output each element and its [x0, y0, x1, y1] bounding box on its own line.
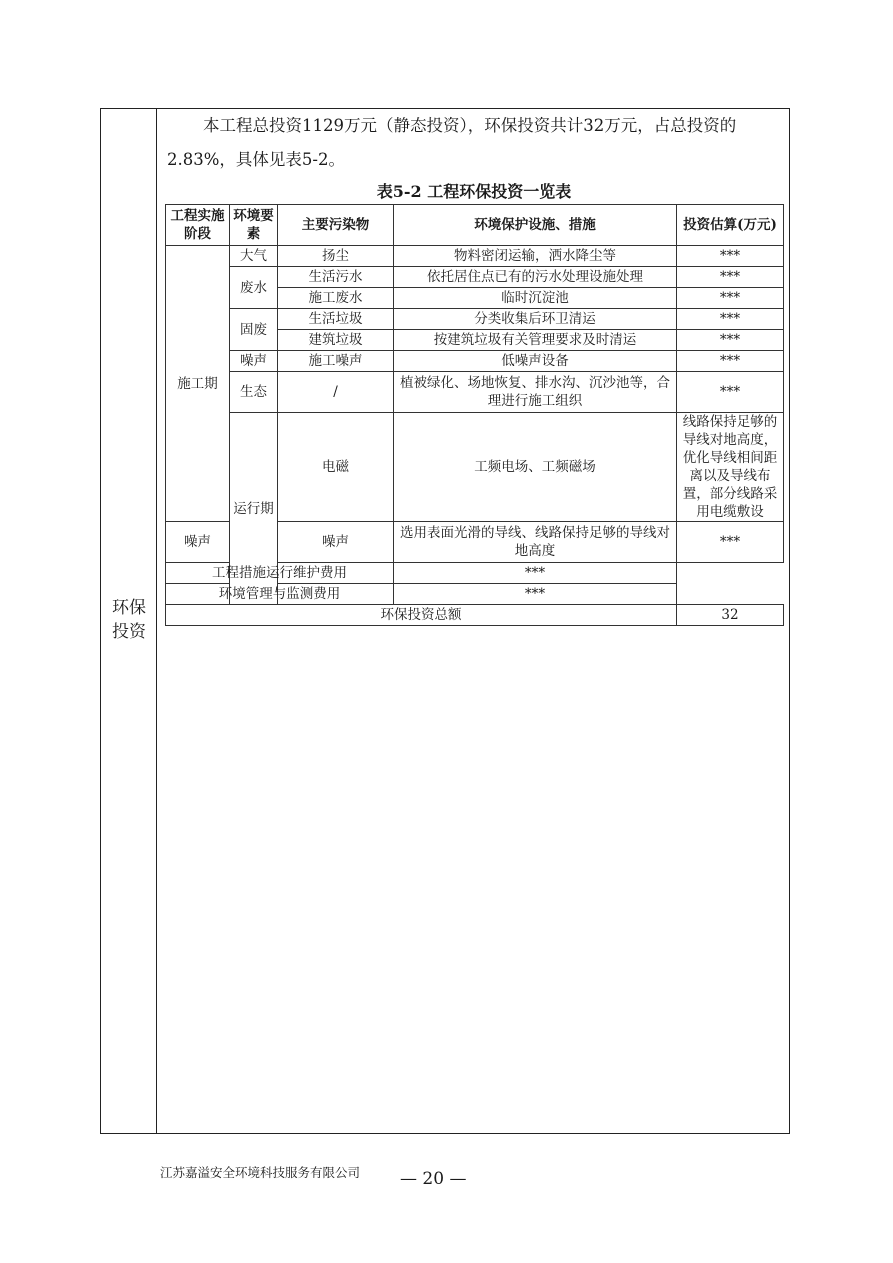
cost-cell: ***	[677, 330, 784, 351]
cost-cell: ***	[677, 372, 784, 413]
table-row	[166, 584, 784, 605]
side-column	[101, 109, 157, 1133]
element-cell: 电磁	[278, 413, 394, 522]
total-label: 环保投资总额	[166, 605, 677, 626]
cost-cell: ***	[394, 563, 677, 584]
pollutant-cell: 施工噪声	[278, 351, 394, 372]
header-cost: 投资估算(万元)	[677, 205, 784, 246]
pollutant-cell: 施工废水	[278, 288, 394, 309]
cost-cell: ***	[394, 584, 677, 605]
table-row	[166, 267, 784, 288]
table-row	[166, 351, 784, 372]
pollutant-cell: 生活垃圾	[278, 309, 394, 330]
element-cell: 噪声	[230, 351, 278, 372]
pollutant-cell: 扬尘	[278, 246, 394, 267]
table-title: 表5-2 工程环保投资一览表	[376, 182, 572, 201]
report-frame	[100, 108, 790, 1134]
section-label: 环保 投资	[112, 598, 146, 642]
table-row	[166, 563, 784, 584]
total-cost: 32	[677, 605, 784, 626]
pollutant-cell: 噪声	[278, 522, 394, 563]
cost-cell: ***	[677, 522, 784, 563]
element-cell: 大气	[230, 246, 278, 267]
element-cell: 固废	[230, 309, 278, 351]
measure-cell: 选用表面光滑的导线、线路保持足够的导线对地高度	[394, 522, 677, 563]
section-content	[157, 109, 789, 1133]
table-total-row	[166, 605, 784, 626]
header-element: 环境要素	[230, 205, 278, 246]
table-row	[166, 309, 784, 330]
measure-cell: 临时沉淀池	[394, 288, 677, 309]
item-label: 工程措施运行维护费用	[166, 563, 394, 584]
pollutant-cell: 建筑垃圾	[278, 330, 394, 351]
measure-cell: 植被绿化、场地恢复、排水沟、沉沙池等，合理进行施工组织	[394, 372, 677, 413]
cost-cell: ***	[677, 267, 784, 288]
element-cell: 废水	[230, 267, 278, 309]
table-row	[166, 372, 784, 413]
page-number: — 20 —	[400, 1169, 467, 1189]
measure-cell: 依托居住点已有的污水处理设施处理	[394, 267, 677, 288]
element-cell: 生态	[230, 372, 278, 413]
phase-operation: 运行期	[230, 413, 278, 605]
footer-company: 江苏嘉溢安全环境科技服务有限公司	[160, 1165, 361, 1180]
pollutant-cell: 工频电场、工频磁场	[394, 413, 677, 522]
pollutant-cell: /	[278, 372, 394, 413]
cost-cell: ***	[677, 309, 784, 330]
pollutant-cell: 生活污水	[278, 267, 394, 288]
header-phase: 工程实施阶段	[166, 205, 230, 246]
element-cell: 噪声	[166, 522, 230, 563]
cost-cell: ***	[677, 351, 784, 372]
investment-table	[165, 204, 784, 626]
item-label: 环境管理与监测费用	[166, 584, 394, 605]
table-row	[166, 413, 784, 522]
measure-cell: 线路保持足够的导线对地高度，优化导线相间距离以及导线布置，部分线路采用电缆敷设	[677, 413, 784, 522]
header-pollutant: 主要污染物	[278, 205, 394, 246]
table-row	[166, 246, 784, 267]
measure-cell: 低噪声设备	[394, 351, 677, 372]
intro-paragraph: 本工程总投资1129万元（静态投资），环保投资共计32万元，占总投资的2.83%，具体见表5-2。	[167, 116, 737, 169]
cost-cell: ***	[677, 288, 784, 309]
table-header-row	[166, 205, 784, 246]
phase-construction: 施工期	[166, 246, 230, 522]
measure-cell: 分类收集后环卫清运	[394, 309, 677, 330]
header-measure: 环境保护设施、措施	[394, 205, 677, 246]
measure-cell: 物料密闭运输，洒水降尘等	[394, 246, 677, 267]
cost-cell: ***	[677, 246, 784, 267]
measure-cell: 按建筑垃圾有关管理要求及时清运	[394, 330, 677, 351]
